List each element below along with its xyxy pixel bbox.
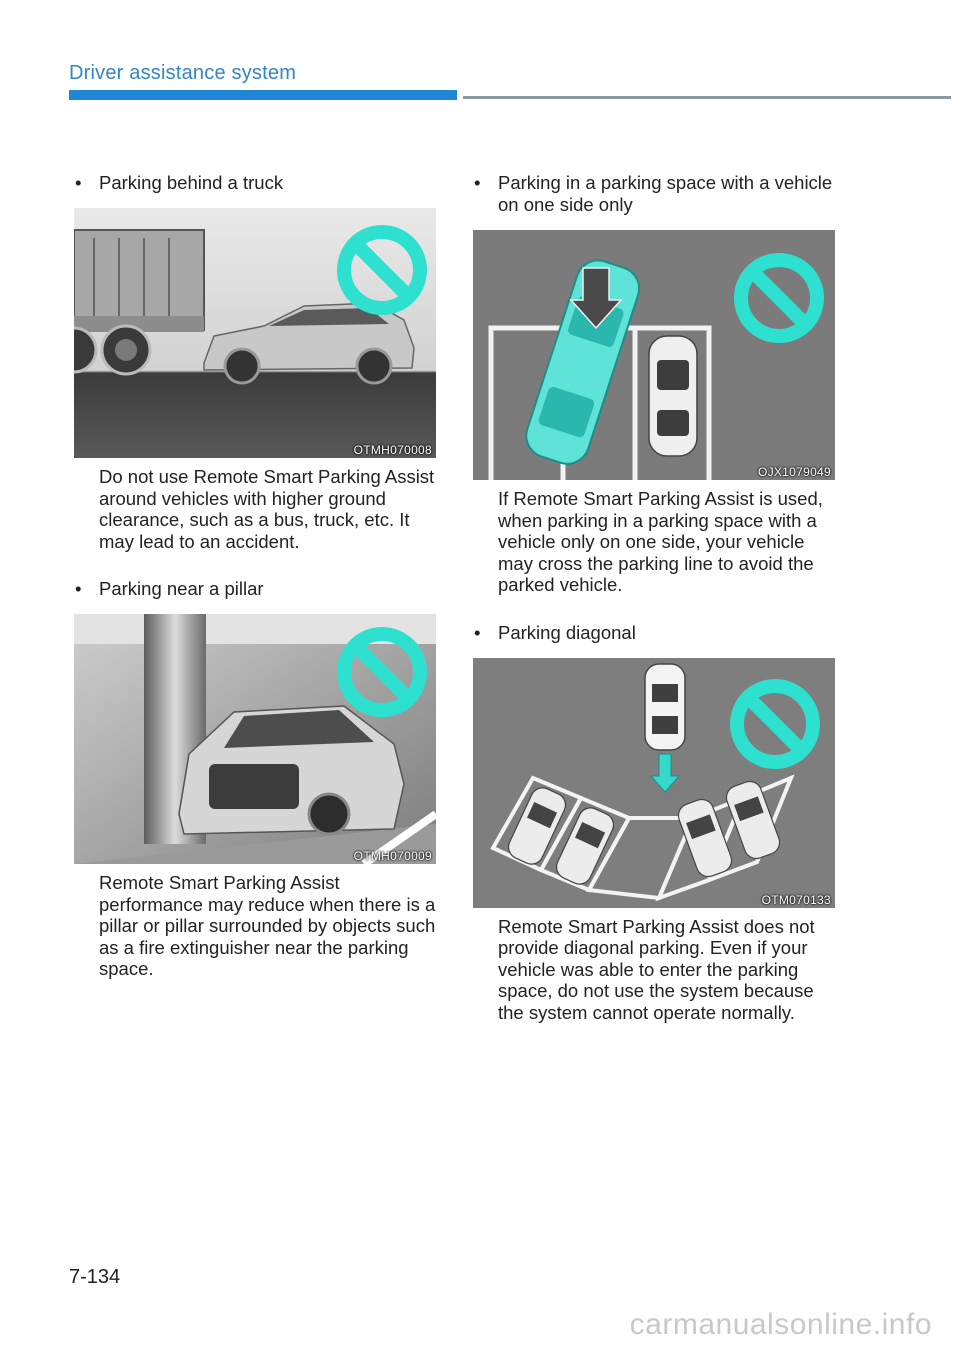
description-text: Remote Smart Parking Assist does not provide diagonal parking. Even if your vehicle was able to enter the parking space, do not use the system because the system cannot operate normally. (498, 915, 815, 1023)
bullet-label: Parking in a parking space with a vehicle on one side only (498, 172, 833, 215)
bullet-item (473, 622, 838, 644)
figure-truck (74, 208, 436, 458)
description-text: Remote Smart Parking Assist performance may reduce when there is a pillar or pillar surrounded by objects such as a fire extinguisher near the parking space. (99, 872, 436, 979)
page-number: 7-134 (69, 1266, 121, 1288)
section-title: Driver assistance system (69, 62, 297, 84)
figure-code: OJX1079049 (757, 465, 831, 479)
figure-pillar (74, 614, 436, 864)
bullet-label: Parking diagonal (498, 621, 636, 643)
bullet-item (74, 578, 439, 600)
bullet-dot: • (474, 621, 481, 643)
description-text: Do not use Remote Smart Parking Assist around vehicles with higher ground clearance, such as a bus, truck, etc. It may lead to an accident. (99, 466, 435, 552)
left-column (74, 172, 439, 980)
figure-diagonal (473, 658, 835, 908)
right-column (473, 172, 838, 1023)
description-text: If Remote Smart Parking Assist is used, when parking in a parking space with a vehicle only on one side, your vehicle may cross the parking line to avoid the parked vehicle. (498, 488, 823, 595)
header-rule-blue (69, 90, 457, 100)
bullet-item (473, 172, 838, 216)
header-rule-gray (463, 96, 951, 99)
figure-code: OTM070133 (761, 892, 831, 907)
figure-one-side (473, 230, 835, 480)
bullet-label: Parking near a pillar (99, 578, 264, 599)
bullet-dot: • (75, 578, 82, 599)
bullet-label: Parking behind a truck (99, 172, 284, 193)
watermark: carmanualsonline.info (629, 1308, 932, 1341)
bullet-dot: • (75, 172, 82, 193)
figure-code: OTMH070008 (353, 443, 432, 457)
figure-code: OTMH070009 (353, 849, 432, 863)
bullet-item (74, 172, 439, 194)
bullet-dot: • (474, 172, 481, 193)
